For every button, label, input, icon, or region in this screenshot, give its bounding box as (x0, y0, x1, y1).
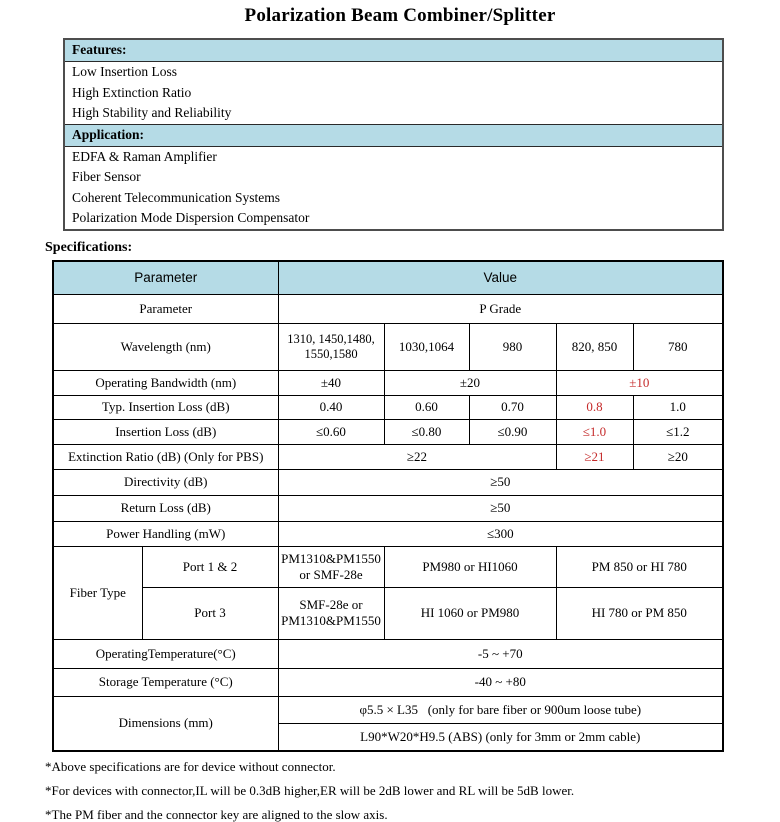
port12-cell-45: PM 850 or HI 780 (556, 546, 723, 587)
wavelength-cell-3: 980 (469, 323, 556, 370)
footnote: *For devices with connector,IL will be 0.3dB higher,ER will be 2dB lower and RL will be 5dB lower. (45, 782, 575, 798)
port12-label: Port 1 & 2 (142, 546, 278, 587)
operating-temperature-label: OperatingTemperature(°C) (53, 639, 278, 668)
application-item: EDFA & Raman Amplifier (72, 148, 217, 164)
value-header-cell: Value (278, 261, 723, 295)
operating-temperature-value-cell: -5 ~ +70 (278, 639, 723, 668)
dimensions-row-1 (53, 696, 723, 723)
bandwidth-row-label: Operating Bandwidth (nm) (53, 370, 278, 395)
port3-cell-1: SMF-28e or PM1310&PM1550 (278, 587, 384, 639)
power-handling-value-cell: ≤300 (278, 521, 723, 546)
feature-item: Low Insertion Loss (72, 64, 177, 79)
er-cell-4: ≥21 (556, 444, 633, 469)
port12-cell-23: PM980 or HI1060 (384, 546, 556, 587)
operating-temperature-row (53, 639, 723, 668)
insertion-loss-label: Insertion Loss (dB) (53, 419, 278, 444)
feature-item: High Stability and Reliability (72, 105, 232, 120)
page-title: Polarization Beam Combiner/Splitter (244, 5, 556, 26)
bandwidth-cell-45: ±10 (556, 370, 723, 395)
wavelength-row-label: Wavelength (nm) (53, 323, 278, 370)
il-cell-3: ≤0.90 (469, 419, 556, 444)
dimensions-label: Dimensions (mm) (53, 696, 278, 751)
port12-cell-1: PM1310&PM1550 or SMF-28e (278, 546, 384, 587)
datasheet-page (0, 5, 780, 822)
il-cell-2: ≤0.80 (384, 419, 469, 444)
grade-value-cell: P Grade (278, 294, 723, 323)
typ-il-cell-2: 0.60 (384, 395, 469, 419)
footnotes (45, 760, 780, 822)
directivity-value-cell: ≥50 (278, 469, 723, 495)
return-loss-row (53, 495, 723, 521)
grade-row-label: Parameter (53, 294, 278, 323)
extinction-ratio-label: Extinction Ratio (dB) (Only for PBS) (53, 444, 278, 469)
directivity-row (53, 469, 723, 495)
typ-il-cell-1: 0.40 (278, 395, 384, 419)
footnote: *The PM fiber and the connector key are aligned to the slow axis. (45, 806, 388, 822)
fiber-type-label: Fiber Type (53, 546, 142, 639)
footnote: *Above specifications are for device without connector. (45, 758, 336, 774)
il-cell-1: ≤0.60 (278, 419, 384, 444)
port3-cell-23: HI 1060 or PM980 (384, 587, 556, 639)
power-handling-row (53, 521, 723, 546)
wavelength-cell-1: 1310, 1450,1480, 1550,1580 (278, 323, 384, 370)
fiber-type-port3-row (53, 587, 723, 639)
wavelength-cell-4: 820, 850 (556, 323, 633, 370)
return-loss-value-cell: ≥50 (278, 495, 723, 521)
features-header: Features: (65, 40, 722, 62)
specifications-table (52, 260, 724, 752)
il-cell-4: ≤1.0 (556, 419, 633, 444)
bandwidth-row (53, 370, 723, 395)
typ-il-cell-5: 1.0 (633, 395, 723, 419)
storage-temperature-value-cell: -40 ~ +80 (278, 668, 723, 696)
grade-row (53, 294, 723, 323)
extinction-ratio-row (53, 444, 723, 469)
fiber-type-port12-row (53, 546, 723, 587)
table-header-row (53, 261, 723, 295)
application-header: Application: (65, 124, 722, 147)
il-cell-5: ≤1.2 (633, 419, 723, 444)
bandwidth-cell-1: ±40 (278, 370, 384, 395)
power-handling-label: Power Handling (mW) (53, 521, 278, 546)
insertion-loss-row (53, 419, 723, 444)
application-item: Fiber Sensor (72, 169, 141, 184)
application-item: Coherent Telecommunication Systems (72, 189, 281, 205)
er-cell-5: ≥20 (633, 444, 723, 469)
er-cell-123: ≥22 (278, 444, 556, 469)
specifications-label: Specifications: (45, 239, 133, 255)
typ-insertion-loss-label: Typ. Insertion Loss (dB) (53, 395, 278, 419)
wavelength-cell-2: 1030,1064 (384, 323, 469, 370)
typ-il-cell-4: 0.8 (556, 395, 633, 419)
bandwidth-cell-23: ±20 (384, 370, 556, 395)
storage-temperature-row (53, 668, 723, 696)
dimensions-line1-cell: φ5.5 × L35 (only for bare fiber or 900um loose tube) (278, 696, 723, 723)
dimensions-line2-cell: L90*W20*H9.5 (ABS) (only for 3mm or 2mm cable) (278, 723, 723, 751)
application-item: Polarization Mode Dispersion Compensator (72, 210, 310, 225)
port3-cell-45: HI 780 or PM 850 (556, 587, 723, 639)
wavelength-row (53, 323, 723, 370)
parameter-header-cell: Parameter (53, 261, 278, 295)
wavelength-cell-5: 780 (633, 323, 723, 370)
port3-label: Port 3 (142, 587, 278, 639)
feature-item: High Extinction Ratio (72, 84, 192, 100)
return-loss-label: Return Loss (dB) (53, 495, 278, 521)
storage-temperature-label: Storage Temperature (°C) (53, 668, 278, 696)
directivity-label: Directivity (dB) (53, 469, 278, 495)
features-application-panel (63, 38, 724, 231)
typ-il-cell-3: 0.70 (469, 395, 556, 419)
typ-insertion-loss-row (53, 395, 723, 419)
